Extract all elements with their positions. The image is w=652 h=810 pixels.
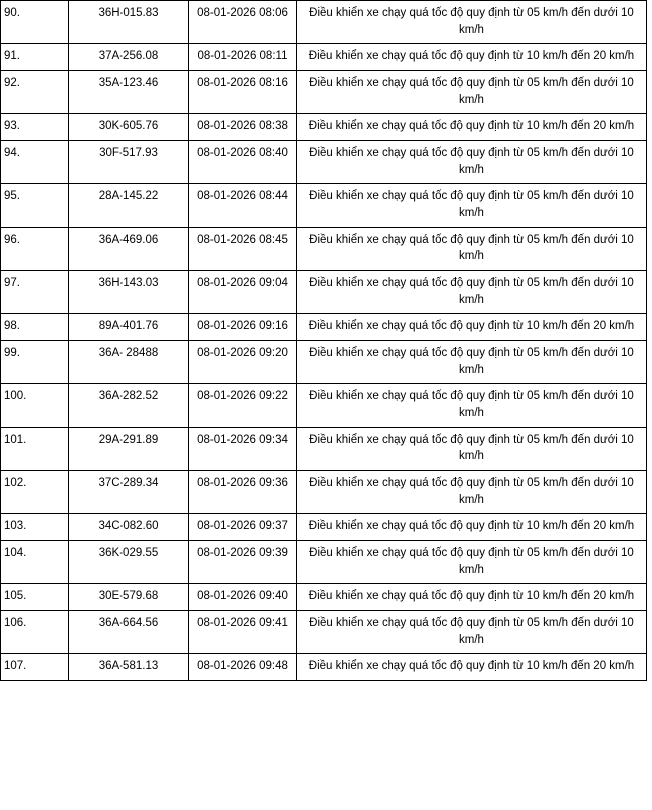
violation-time-cell: 08-01-2026 09:39 bbox=[189, 541, 297, 584]
violations-table-body bbox=[1, 1, 647, 681]
table-row bbox=[1, 611, 647, 654]
table-row bbox=[1, 227, 647, 270]
violation-time-cell: 08-01-2026 09:22 bbox=[189, 384, 297, 427]
row-index-cell: 95. bbox=[1, 184, 69, 227]
table-row bbox=[1, 584, 647, 611]
license-plate-cell: 34C-082.60 bbox=[69, 514, 189, 541]
table-row bbox=[1, 71, 647, 114]
table-row bbox=[1, 541, 647, 584]
license-plate-cell: 36H-143.03 bbox=[69, 271, 189, 314]
license-plate-cell: 35A-123.46 bbox=[69, 71, 189, 114]
row-index-cell: 105. bbox=[1, 584, 69, 611]
row-index-cell: 103. bbox=[1, 514, 69, 541]
row-index-cell: 107. bbox=[1, 654, 69, 681]
violation-desc-cell: Điều khiển xe chạy quá tốc độ quy định từ 05 km/h đến dưới 10 km/h bbox=[297, 141, 647, 184]
license-plate-cell: 30E-579.68 bbox=[69, 584, 189, 611]
violation-desc-cell: Điều khiển xe chạy quá tốc độ quy định từ 05 km/h đến dưới 10 km/h bbox=[297, 271, 647, 314]
row-index-cell: 91. bbox=[1, 44, 69, 71]
violation-time-cell: 08-01-2026 09:37 bbox=[189, 514, 297, 541]
row-index-cell: 102. bbox=[1, 471, 69, 514]
table-row bbox=[1, 427, 647, 470]
license-plate-cell: 36A-469.06 bbox=[69, 227, 189, 270]
row-index-cell: 90. bbox=[1, 1, 69, 44]
table-row bbox=[1, 44, 647, 71]
table-row bbox=[1, 341, 647, 384]
license-plate-cell: 36A-581.13 bbox=[69, 654, 189, 681]
row-index-cell: 98. bbox=[1, 314, 69, 341]
table-row bbox=[1, 471, 647, 514]
table-row bbox=[1, 654, 647, 681]
violation-time-cell: 08-01-2026 08:40 bbox=[189, 141, 297, 184]
table-row bbox=[1, 1, 647, 44]
violation-desc-cell: Điều khiển xe chạy quá tốc độ quy định từ 05 km/h đến dưới 10 km/h bbox=[297, 71, 647, 114]
table-row bbox=[1, 114, 647, 141]
violation-desc-cell: Điều khiển xe chạy quá tốc độ quy định từ 05 km/h đến dưới 10 km/h bbox=[297, 341, 647, 384]
violation-desc-cell: Điều khiển xe chạy quá tốc độ quy định từ 05 km/h đến dưới 10 km/h bbox=[297, 471, 647, 514]
row-index-cell: 101. bbox=[1, 427, 69, 470]
violation-time-cell: 08-01-2026 09:04 bbox=[189, 271, 297, 314]
violation-time-cell: 08-01-2026 09:34 bbox=[189, 427, 297, 470]
license-plate-cell: 37A-256.08 bbox=[69, 44, 189, 71]
violation-time-cell: 08-01-2026 08:11 bbox=[189, 44, 297, 71]
violation-desc-cell: Điều khiển xe chạy quá tốc độ quy định từ 05 km/h đến dưới 10 km/h bbox=[297, 611, 647, 654]
violation-time-cell: 08-01-2026 09:40 bbox=[189, 584, 297, 611]
license-plate-cell: 89A-401.76 bbox=[69, 314, 189, 341]
license-plate-cell: 37C-289.34 bbox=[69, 471, 189, 514]
violation-time-cell: 08-01-2026 08:38 bbox=[189, 114, 297, 141]
violation-desc-cell: Điều khiển xe chạy quá tốc độ quy định từ 05 km/h đến dưới 10 km/h bbox=[297, 184, 647, 227]
violation-time-cell: 08-01-2026 09:41 bbox=[189, 611, 297, 654]
license-plate-cell: 28A-145.22 bbox=[69, 184, 189, 227]
violation-desc-cell: Điều khiển xe chạy quá tốc độ quy định từ 05 km/h đến dưới 10 km/h bbox=[297, 227, 647, 270]
row-index-cell: 100. bbox=[1, 384, 69, 427]
license-plate-cell: 30F-517.93 bbox=[69, 141, 189, 184]
violation-desc-cell: Điều khiển xe chạy quá tốc độ quy định từ 05 km/h đến dưới 10 km/h bbox=[297, 541, 647, 584]
violation-time-cell: 08-01-2026 08:06 bbox=[189, 1, 297, 44]
violation-desc-cell: Điều khiển xe chạy quá tốc độ quy định từ 10 km/h đến 20 km/h bbox=[297, 514, 647, 541]
license-plate-cell: 36A- 28488 bbox=[69, 341, 189, 384]
row-index-cell: 104. bbox=[1, 541, 69, 584]
row-index-cell: 97. bbox=[1, 271, 69, 314]
violation-desc-cell: Điều khiển xe chạy quá tốc độ quy định từ 10 km/h đến 20 km/h bbox=[297, 44, 647, 71]
table-row bbox=[1, 514, 647, 541]
table-row bbox=[1, 184, 647, 227]
row-index-cell: 93. bbox=[1, 114, 69, 141]
violation-desc-cell: Điều khiển xe chạy quá tốc độ quy định từ 10 km/h đến 20 km/h bbox=[297, 114, 647, 141]
table-row bbox=[1, 271, 647, 314]
violation-desc-cell: Điều khiển xe chạy quá tốc độ quy định từ 10 km/h đến 20 km/h bbox=[297, 654, 647, 681]
table-row bbox=[1, 384, 647, 427]
violation-desc-cell: Điều khiển xe chạy quá tốc độ quy định từ 10 km/h đến 20 km/h bbox=[297, 314, 647, 341]
row-index-cell: 96. bbox=[1, 227, 69, 270]
violation-desc-cell: Điều khiển xe chạy quá tốc độ quy định từ 05 km/h đến dưới 10 km/h bbox=[297, 1, 647, 44]
violation-time-cell: 08-01-2026 09:20 bbox=[189, 341, 297, 384]
violation-time-cell: 08-01-2026 08:45 bbox=[189, 227, 297, 270]
row-index-cell: 92. bbox=[1, 71, 69, 114]
table-row bbox=[1, 141, 647, 184]
row-index-cell: 94. bbox=[1, 141, 69, 184]
row-index-cell: 99. bbox=[1, 341, 69, 384]
violation-desc-cell: Điều khiển xe chạy quá tốc độ quy định từ 05 km/h đến dưới 10 km/h bbox=[297, 384, 647, 427]
row-index-cell: 106. bbox=[1, 611, 69, 654]
violation-time-cell: 08-01-2026 09:48 bbox=[189, 654, 297, 681]
license-plate-cell: 36A-282.52 bbox=[69, 384, 189, 427]
table-row bbox=[1, 314, 647, 341]
license-plate-cell: 36H-015.83 bbox=[69, 1, 189, 44]
license-plate-cell: 36A-664.56 bbox=[69, 611, 189, 654]
license-plate-cell: 29A-291.89 bbox=[69, 427, 189, 470]
violation-desc-cell: Điều khiển xe chạy quá tốc độ quy định từ 05 km/h đến dưới 10 km/h bbox=[297, 427, 647, 470]
violation-time-cell: 08-01-2026 09:36 bbox=[189, 471, 297, 514]
violation-desc-cell: Điều khiển xe chạy quá tốc độ quy định từ 10 km/h đến 20 km/h bbox=[297, 584, 647, 611]
violation-time-cell: 08-01-2026 08:44 bbox=[189, 184, 297, 227]
violation-time-cell: 08-01-2026 08:16 bbox=[189, 71, 297, 114]
violation-time-cell: 08-01-2026 09:16 bbox=[189, 314, 297, 341]
license-plate-cell: 36K-029.55 bbox=[69, 541, 189, 584]
license-plate-cell: 30K-605.76 bbox=[69, 114, 189, 141]
